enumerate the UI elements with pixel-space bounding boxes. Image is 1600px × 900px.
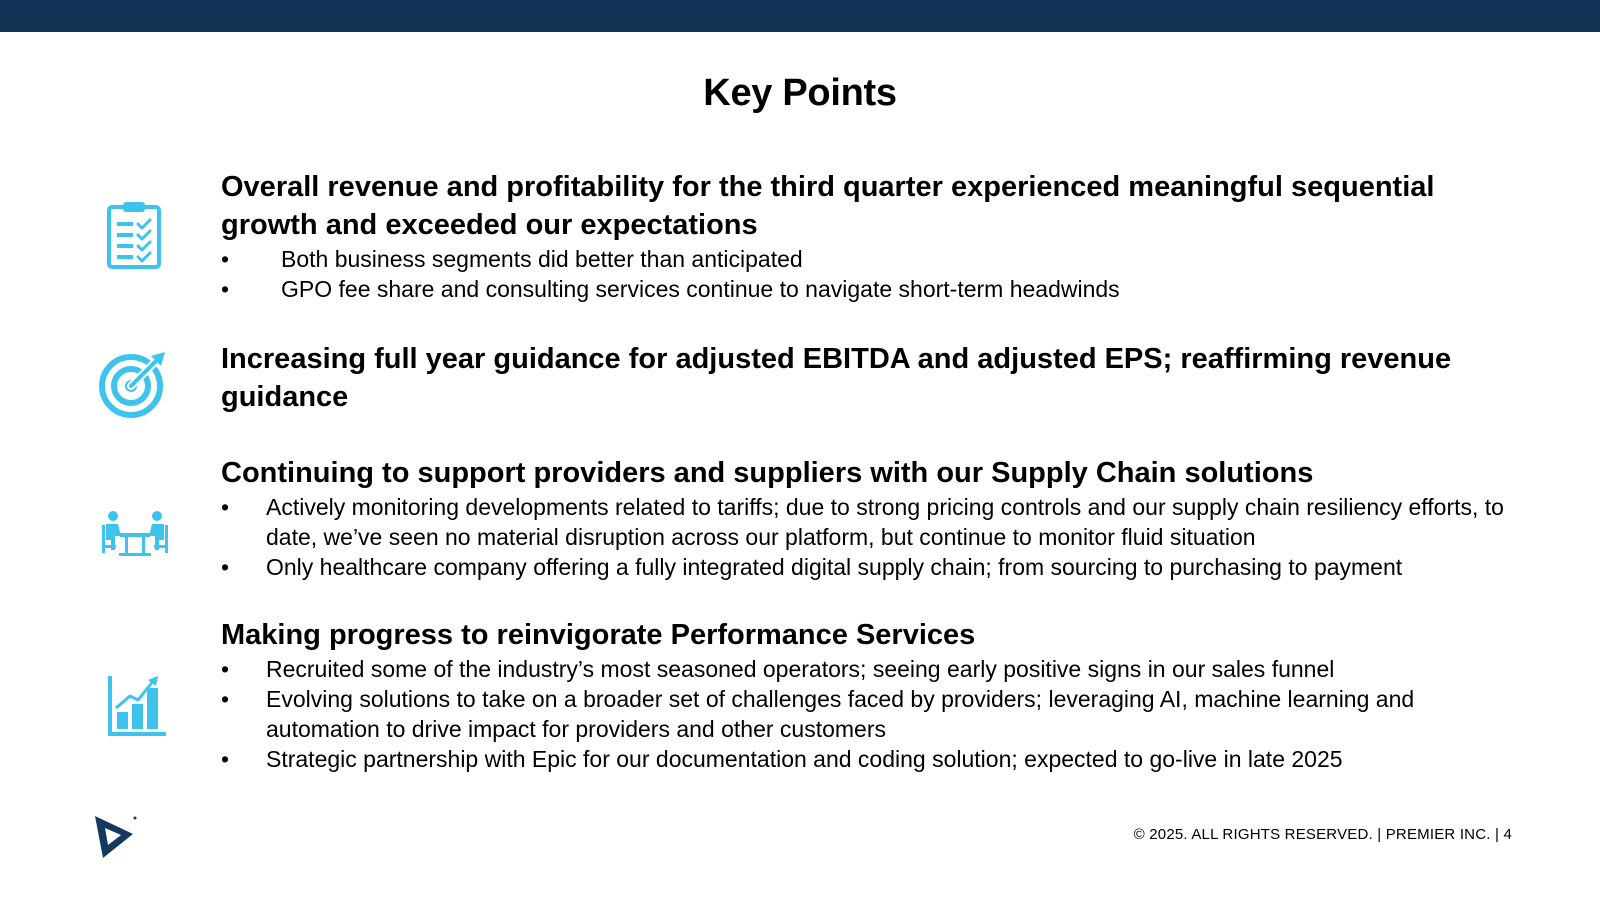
section-performance-services [221, 616, 1521, 774]
growth-chart-icon [108, 676, 166, 736]
bullet-text: Recruited some of the industry’s most seasoned operators; seeing early positive signs in our sales funnel [266, 656, 1335, 682]
bullet-dot: • [221, 656, 230, 682]
section-heading: Making progress to reinvigorate Performance Services [221, 619, 976, 651]
bullet-dot: • [221, 246, 230, 272]
section-heading: Overall revenue and profitability for the third quarter experienced meaningful sequential growth and exceeded our expectations [221, 171, 1435, 241]
section-supply-chain [221, 454, 1521, 582]
bullet-dot: • [221, 746, 230, 772]
bullet-item [221, 244, 1521, 274]
bullet-text: Actively monitoring developments related to tariffs; due to strong pricing controls and our supply chain resiliency efforts, to date, we’ve seen no material disruption across our platform, but continue to monitor fluid situation [266, 494, 1504, 550]
bullet-list [221, 492, 1521, 582]
bullet-list [221, 244, 1521, 304]
section-guidance [221, 340, 1521, 416]
clipboard-checklist-icon [107, 200, 163, 270]
bullet-dot: • [221, 554, 230, 580]
bullet-item [221, 552, 1521, 582]
section-heading: Increasing full year guidance for adjusted EBITDA and adjusted EPS; reaffirming revenue guidance [221, 343, 1452, 413]
meeting-table-icon [102, 511, 168, 557]
bullet-dot: • [221, 276, 230, 302]
premier-logo-icon [93, 814, 139, 865]
bullet-item [221, 684, 1521, 744]
top-banner-bar [0, 0, 1600, 32]
bullet-text: Strategic partnership with Epic for our documentation and coding solution; expected to go-live in late 2025 [266, 746, 1343, 772]
bullet-item [221, 744, 1521, 774]
bullet-item [221, 492, 1521, 552]
bullet-list [221, 654, 1521, 774]
bullet-item [221, 654, 1521, 684]
bullet-text: Evolving solutions to take on a broader set of challenges faced by providers; leveraging AI, machine learning and automation to drive impact for providers and other customers [266, 686, 1415, 742]
bullet-text: GPO fee share and consulting services continue to navigate short-term headwinds [281, 276, 1120, 302]
bullet-text: Only healthcare company offering a fully integrated digital supply chain; from sourcing to purchasing to payment [266, 554, 1403, 580]
bullet-dot: • [221, 686, 230, 712]
section-heading: Continuing to support providers and suppliers with our Supply Chain solutions [221, 457, 1314, 489]
page-title: Key Points [703, 72, 897, 114]
target-arrow-icon [99, 348, 169, 418]
bullet-dot: • [221, 494, 230, 520]
section-revenue [221, 168, 1521, 304]
bullet-text: Both business segments did better than anticipated [281, 246, 803, 272]
bullet-item [221, 274, 1521, 304]
footer-copyright: © 2025. ALL RIGHTS RESERVED. | PREMIER INC. | 4 [1133, 826, 1512, 843]
